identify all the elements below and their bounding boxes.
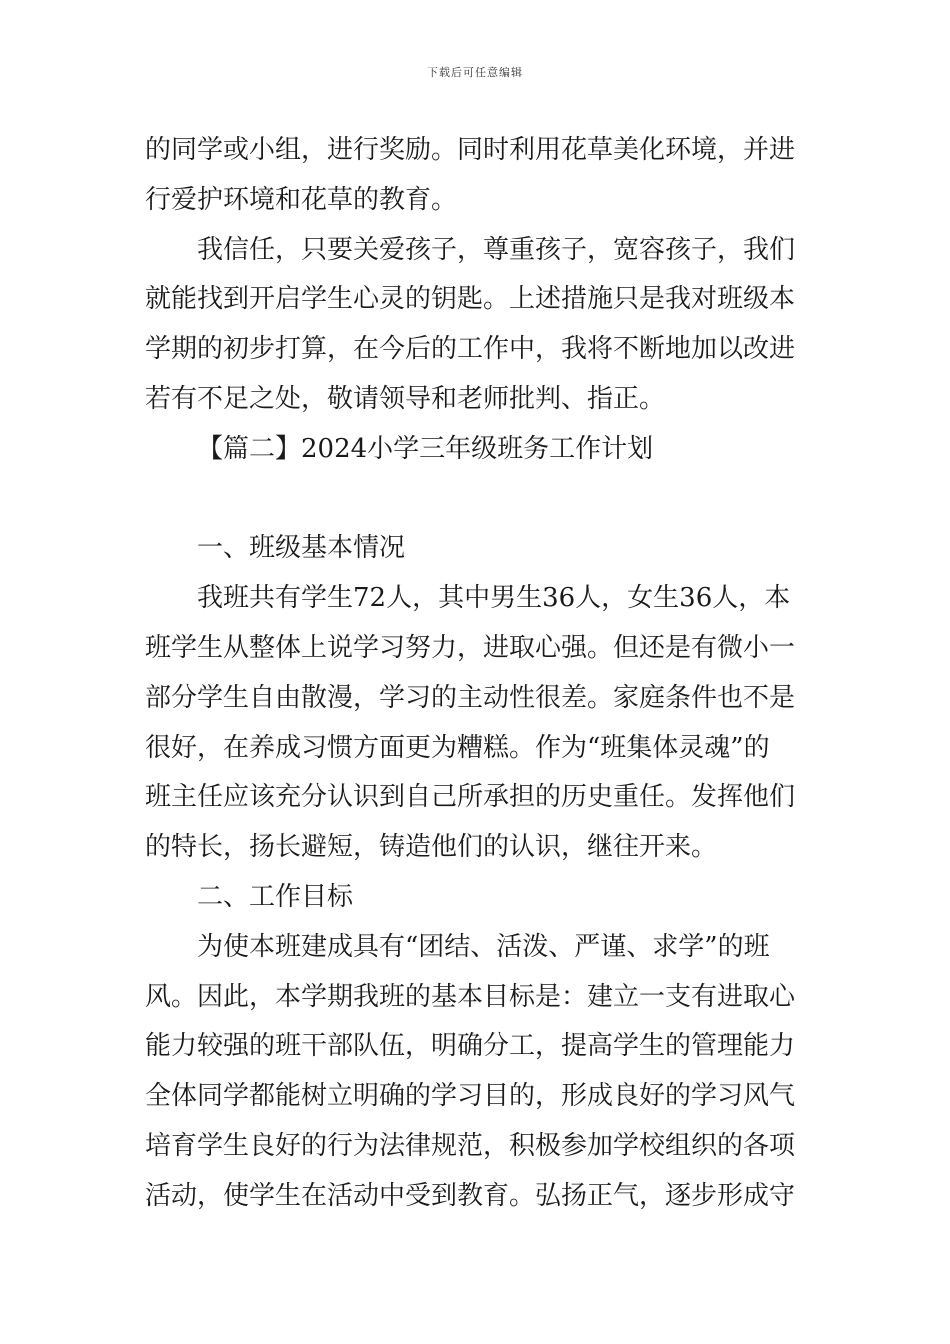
- body-line: 能力较强的班干部队伍，明确分工，提高学生的管理能力: [145, 1031, 796, 1062]
- body-line: 很好，在养成习惯方面更为糟糕。作为“班集体灵魂”的: [145, 732, 770, 763]
- body-line: 活动，使学生在活动中受到教育。弘扬正气，逐步形成守: [145, 1180, 796, 1211]
- page-header: 下载后可任意编辑: [427, 66, 523, 79]
- body-line: 班学生从整体上说学习努力，进取心强。但还是有微小一: [145, 632, 796, 663]
- paragraph-start: 我班共有学生72人，其中男生36人，女生36人，本: [197, 583, 791, 614]
- body-line: 部分学生自由散漫，学习的主动性很差。家庭条件也不是: [145, 682, 796, 713]
- blank-line: [145, 475, 805, 525]
- body-line: 风。因此，本学期我班的基本目标是：建立一支有进取心: [145, 981, 796, 1012]
- body-line: 培育学生良好的行为法律规范，积极参加学校组织的各项: [145, 1130, 796, 1161]
- section-title: 【篇二】2024小学三年级班务工作计划: [197, 433, 654, 464]
- paragraph-start: 为使本班建成具有“团结、活泼、严谨、求学”的班: [197, 931, 770, 962]
- body-line: 就能找到开启学生心灵的钥匙。上述措施只是我对班级本: [145, 284, 796, 315]
- paragraph-start: 我信任，只要关爱孩子，尊重孩子，宽容孩子，我们: [197, 234, 796, 265]
- section-heading-1: 一、班级基本情况: [197, 533, 406, 564]
- section-heading-2: 二、工作目标: [197, 881, 354, 912]
- body-line: 若有不足之处，敬请领导和老师批判、指正。: [145, 383, 666, 414]
- body-line: 行爱护环境和花草的教育。: [145, 184, 458, 215]
- document-body: [145, 126, 805, 1222]
- body-line: 班主任应该充分认识到自己所承担的历史重任。发挥他们: [145, 782, 796, 813]
- body-line: 全体同学都能树立明确的学习目的，形成良好的学习风气: [145, 1081, 796, 1112]
- body-line: 的特长，扬长避短，铸造他们的认识，继往开来。: [145, 832, 718, 863]
- body-line: 学期的初步打算，在今后的工作中，我将不断地加以改进: [145, 334, 796, 365]
- body-line: 的同学或小组，进行奖励。同时利用花草美化环境，并进: [145, 135, 796, 165]
